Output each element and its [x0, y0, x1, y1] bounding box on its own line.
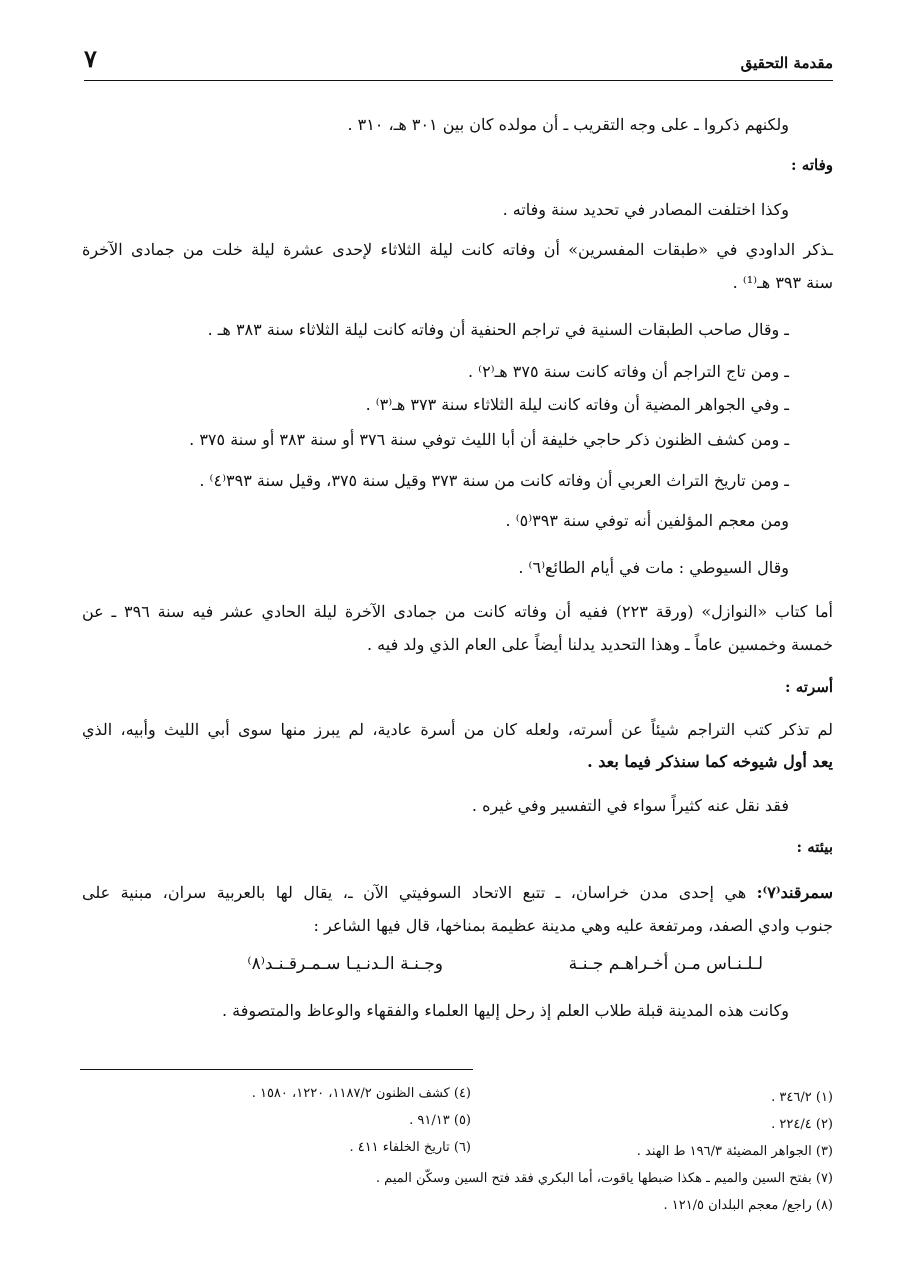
term-samarqand: سمرقند⁽٧⁾:: [756, 883, 833, 902]
footnote-7: (٧) بفتح السين والميم ـ هكذا ضبطها ياقوت، أما البكري فقد فتح السين وسكّن الميم .: [375, 1171, 833, 1186]
section-heading-death: وفاته :: [791, 156, 833, 174]
text-line: جنوب وادي الصفد، ومرتفعة عليه وهي مدينة عظيمة بمناخها، قال فيها الشاعر :: [313, 916, 833, 935]
text-line: سنة ٣٩٣ هـ⁽¹⁾ .: [732, 273, 833, 292]
text-line: خمسة وخمسين عاماً ـ وهذا التحديد يدلنا أيضاً على العام الذي ولد فيه .: [366, 635, 833, 654]
poem-hemistich-second: وجـنـة الـدنـيـا سـمـرقـنـد⁽٨⁾: [247, 954, 443, 974]
header-rule: [84, 80, 833, 81]
footnote-8: (٨) راجع/ معجم البلدان ١٢١/٥ .: [663, 1198, 833, 1213]
text-line: وكذا اختلفت المصادر في تحديد سنة وفاته .: [502, 200, 789, 219]
text-line: يعد أول شيوخه كما سنذكر فيما بعد .: [587, 752, 833, 771]
section-heading-family: أسرته :: [785, 678, 833, 696]
footnote-rule: [80, 1069, 473, 1070]
running-header-title: مقدمة التحقيق: [740, 54, 833, 72]
text-line: ولكنهم ذكروا ـ على وجه التقريب ـ أن مولده كان بين ٣٠١ هـ، ٣١٠ .: [347, 115, 789, 134]
text-line: لم تذكر كتب التراجم شيئاً عن أسرته، ولعله كان من أسرة عادية، لم يبرز منها سوى أبي الليث وأبيه، الذي: [82, 720, 833, 739]
text-line: وكانت هذه المدينة قبلة طلاب العلم إذ رحل إليها العلماء والفقهاء والوعاظ والمتصوفة .: [221, 1001, 789, 1020]
page-number: ٧: [84, 44, 97, 73]
text-line: وقال السيوطي : مات في أيام الطائع⁽٦⁾ .: [518, 558, 789, 577]
text-line: ـ ومن تاج التراجم أن وفاته كانت سنة ٣٧٥ هـ⁽٢⁾ .: [467, 362, 789, 381]
text-line: ـ وفي الجواهر المضية أن وفاته كانت ليلة الثلاثاء سنة ٣٧٣ هـ⁽٣⁾ .: [365, 395, 789, 414]
text-line: ومن معجم المؤلفين أنه توفي سنة ٣٩٣⁽٥⁾ .: [505, 511, 789, 530]
text-span: هي إحدى مدن خراسان، ـ تتبع الاتحاد السوفيتي الآن ـ، يقال لها بالعربية سران، مبنية على: [82, 883, 757, 902]
text-line: [82, 882, 833, 904]
footnote-3: (٣) الجواهر المضيئة ١٩٦/٣ ط الهند .: [636, 1144, 833, 1159]
section-heading-environment: بيئته :: [796, 838, 833, 856]
footnote-5: (٥) ٩١/١٣ .: [409, 1113, 471, 1128]
text-line: ـذكر الداودي في «طبقات المفسرين» أن وفاته كانت ليلة الثلاثاء لإحدى عشرة ليلة خلت من جمادى الآخرة: [82, 240, 833, 259]
poem-hemistich-first: لـلـنـاس مـن أخـراهـم جـنـة: [568, 954, 763, 974]
footnote-4: (٤) كشف الظنون ١١٨٧/٢، ١٢٢٠، ١٥٨٠ .: [251, 1086, 471, 1101]
text-line: ـ ومن تاريخ التراث العربي أن وفاته كانت من سنة ٣٧٣ وقيل سنة ٣٧٥، وقيل سنة ٣٩٣⁽٤⁾ .: [199, 471, 789, 490]
footnote-6: (٦) تاريخ الخلفاء ٤١١ .: [349, 1140, 471, 1155]
footnote-1: (١) ٣٤٦/٢ .: [771, 1090, 833, 1105]
text-line: فقد نقل عنه كثيراً سواء في التفسير وفي غيره .: [471, 796, 789, 815]
text-line: ـ وقال صاحب الطبقات السنية في تراجم الحنفية أن وفاته كانت ليلة الثلاثاء سنة ٣٨٣ هـ .: [207, 320, 789, 339]
text-line: أما كتاب «النوازل» (ورقة ٢٢٣) ففيه أن وفاته كانت من جمادى الآخرة ليلة الحادي عشر فيه سنة ٣٩٦ ـ عن: [82, 602, 834, 621]
text-line: ـ ومن كشف الظنون ذكر حاجي خليفة أن أبا الليث توفي سنة ٣٧٦ أو سنة ٣٨٣ أو سنة ٣٧٥ .: [189, 430, 789, 449]
footnote-2: (٢) ٢٢٤/٤ .: [771, 1117, 833, 1132]
